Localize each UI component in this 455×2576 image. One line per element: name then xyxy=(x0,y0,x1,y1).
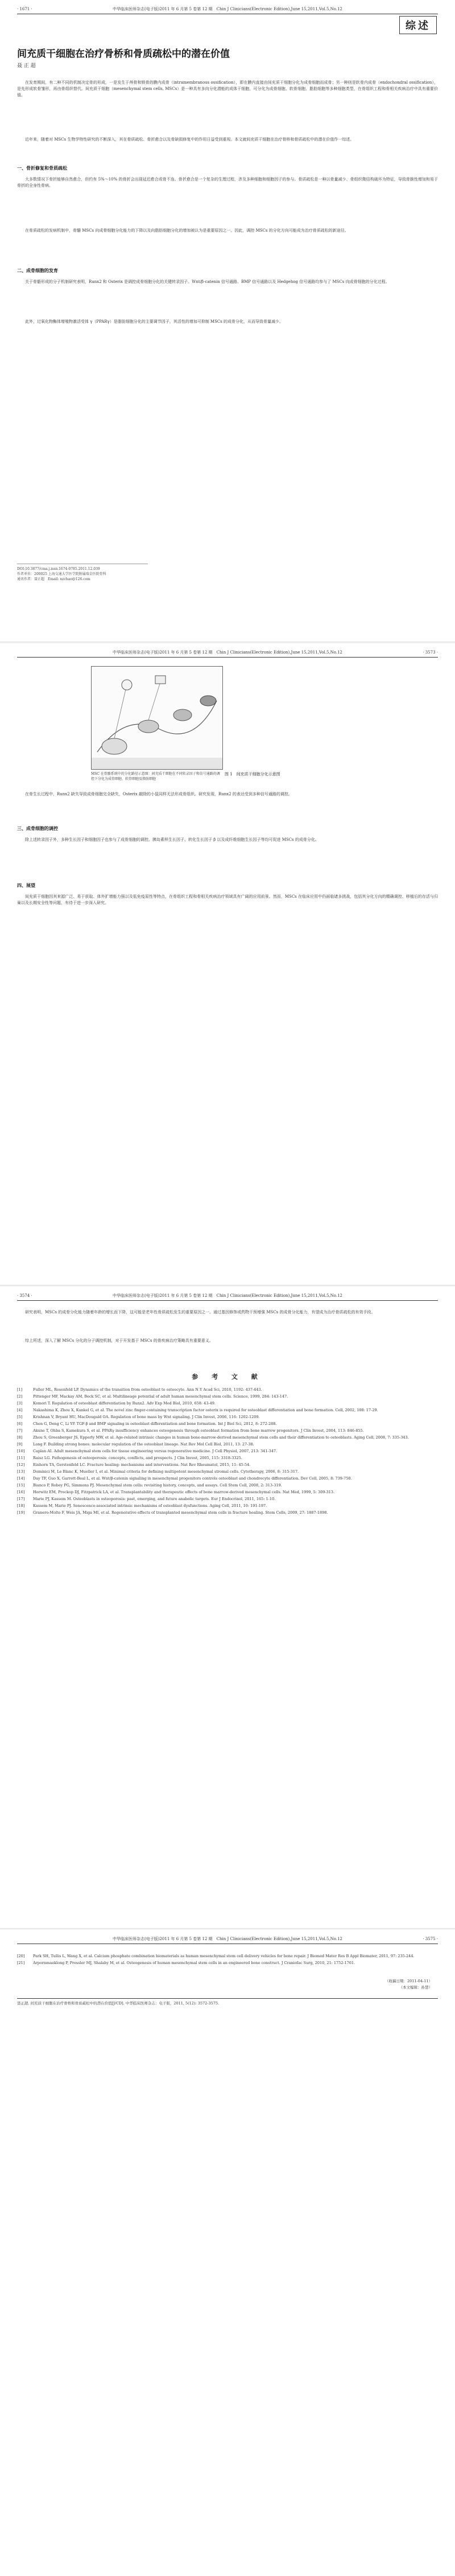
reference-list xyxy=(17,1386,438,1516)
reference-text: Raisz LG. Pathogenesis of osteoporosis: concepts, conflicts, and prospects. J Clin Invest, 2005, 115: 3318-3325. xyxy=(33,1456,242,1460)
reference-item xyxy=(17,1414,438,1420)
citation-line: 聂正超. 间充质干细胞在治疗骨桥和骨质疏松中的潜在价值[J/CD]. 中华临床医师杂志：电子版，2011, 5(12): 3572-3575. xyxy=(17,1998,438,2006)
msc-cell xyxy=(102,738,127,754)
reference-number: [21] xyxy=(17,1961,25,1965)
reference-number: [17] xyxy=(17,1497,25,1501)
reference-item xyxy=(17,1959,438,1966)
page-number: · 3575 · xyxy=(423,1937,438,1941)
reference-text: Nakashima K, Zhou X, Kunkel G, et al. The novel zinc finger-containing transcription factor osterix is required for osteoblast differentiation and bone formation. Cell, 2002, 108: 17-29. xyxy=(33,1408,378,1412)
reference-number: [5] xyxy=(17,1415,23,1419)
reference-number: [18] xyxy=(17,1503,25,1508)
reference-text: Horwitz EM, Prockop DJ, Fitzpatrick LA, et al. Transplantability and therapeutic effects of bone marrow-derived mesenchymal cells. Nat Med, 1999, 5: 309-313. xyxy=(33,1490,335,1494)
journal-header: 中华临床医师杂志(电子版)2011 年 6 月第 5 卷第 12 期 Chin J Clinicians(Electronic Edition),June 15,2011,Vol.5,No.12 xyxy=(113,1293,342,1298)
journal-header: 中华临床医师杂志(电子版)2011 年 6 月第 5 卷第 12 期 Chin J Clinicians(Electronic Edition),June 15,2011,Vol.5,No.12 xyxy=(113,1937,342,1941)
references-heading: 参 考 文 献 xyxy=(192,1373,263,1381)
figure-1-label: 图 1 间充质干细胞分化示意图 xyxy=(225,772,280,777)
reference-number: [13] xyxy=(17,1469,25,1474)
reference-item xyxy=(17,1502,438,1509)
reference-number: [2] xyxy=(17,1394,23,1399)
column-tag: 综述 xyxy=(399,16,437,34)
journal-header: 中华临床医师杂志(电子版)2011 年 6 月第 5 卷第 12 期 Chin J Clinicians(Electronic Edition),June 15,2011,Vol.5,No.12 xyxy=(113,650,342,655)
page2-paragraph-3: 间充质干细胞因其来源广泛、易于获取、体外扩增能力强以及低免疫原性等特点，在骨组织工程和骨相关疾病治疗领域具有广阔的应用前景。然而，MSCs 在临床应用中仍面临诸多挑战，包括其分化方向的精确调控、移植后的存活与归巢以及长期安全性等问题，有待于进一步深入研究。 xyxy=(17,894,438,905)
reference-text: Caplan AI. Adult mesenchymal stem cells for tissue engineering versus regenerative medicine. J Cell Physiol, 2007, 213: 341-347. xyxy=(33,1449,278,1453)
reference-item xyxy=(17,1496,438,1502)
reference-number: [16] xyxy=(17,1490,25,1494)
reference-text: Dominici M, Le Blanc K, Mueller I, et al. Minimal criteria for defining multipotent mesenchymal stromal cells. Cytotherapy, 2006, 8: 315-317. xyxy=(33,1469,299,1474)
reference-text: Pittenger MF, Mackay AM, Beck SC, et al. Multilineage potential of adult human mesenchymal stem cells. Science, 1999, 284: 143-147. xyxy=(33,1394,288,1399)
reference-item xyxy=(17,1461,438,1468)
page2-paragraph-1: 在骨生长过程中，Runx2 缺失导致成骨细胞完全缺失，Osterix 敲除的小鼠同样无法形成骨组织。研究发现，Runx2 的表达受到多种信号通路的调控。 xyxy=(25,792,292,796)
section-heading-3: 三、成骨细胞的调控 xyxy=(17,825,58,831)
reference-item xyxy=(17,1400,438,1407)
preosteoblast-cell xyxy=(173,709,192,721)
reference-text: Long F. Building strong bones: molecular regulation of the osteoblast lineage. Nat Rev Mol Cell Biol, 2011, 13: 27-38. xyxy=(33,1442,254,1447)
section2-paragraph-1: 关于骨骼形成的分子机制研究表明，Runx2 和 Osterix 是调控成骨细胞分化的关键转录因子。Wnt/β-catenin 信号通路、BMP 信号通路以及 Hedgehog 信号通路均参与了 MSCs 向成骨细胞的分化过程。 xyxy=(25,280,390,284)
reference-item xyxy=(17,1475,438,1482)
reference-number: [10] xyxy=(17,1449,25,1453)
reference-number: [20] xyxy=(17,1954,25,1958)
article-authors: 聂 正 超 xyxy=(17,63,36,69)
running-header xyxy=(17,5,438,14)
reference-text: Fuller ML, Rosenfeld LP. Dynamics of the transition from osteoblast to osteocyte. Ann N Y Acad Sci, 2010, 1192: 437-443. xyxy=(33,1387,262,1392)
reference-text: Komori T. Regulation of osteoblast differentiation by Runx2. Adv Exp Med Biol, 2010, 658: 43-49. xyxy=(33,1401,216,1406)
editor-note: （本文编辑：孙慧） xyxy=(399,1985,432,1990)
reference-text: Arpornmaeklong P, Pressler MJ, Shalaby M, et al. Osteogenesis of human mesenchymal stem cells in an engineered bone construct. J Craniofac Surg, 2010, 21: 1752-1761. xyxy=(33,1961,355,1965)
reference-number: [12] xyxy=(17,1462,25,1467)
running-header xyxy=(17,648,438,658)
intro-paragraph-1: 在发育期间，有二种不同的机制决定骨的形成，一是发生于颅骨和锁骨的膜内成骨（intramembranous ossification），即在膜内直接由间充质干细胞分化为成骨细胞而成骨；另一种则是软骨内成骨（endochondral ossification），是先形成软骨雏形，再由骨组织替代。间充质干细胞（mesenchymal stem cells, MSCs）是一种具有多向分化潜能的成体干细胞，可分化为成骨细胞、软骨细胞、脂肪细胞等多种细胞类型，在骨组织工程和骨相关疾病治疗中具有重要价值。 xyxy=(17,80,438,97)
reference-number: [3] xyxy=(17,1401,23,1406)
reference-item xyxy=(17,1448,438,1455)
reference-number: [7] xyxy=(17,1428,23,1433)
reference-item xyxy=(17,1407,438,1414)
footnote: DOI:10.3877/cma.j.issn.1674-0785.2011.12.039 作者单位：200025 上海交通大学医学院附属瑞金医院骨科 通讯作者：聂正超 Email: nzchao@126.com xyxy=(17,564,148,582)
reference-number: [6] xyxy=(17,1421,23,1426)
running-header xyxy=(17,1291,438,1301)
reference-item xyxy=(17,1393,438,1400)
reference-text: Akune T, Ohba S, Kamekura S, et al. PPARγ insufficiency enhances osteogenesis through osteoblast formation from bone marrow progenitors. J Clin Invest, 2004, 113: 846-855. xyxy=(33,1428,364,1433)
reference-text: Park SH, Tullis L, Wang X, et al. Calcium phosphate combination biomaterials as human mesenchymal stem cell delivery vehicles for bone repair. J Biomed Mater Res B Appl Biomater, 2011, 97: 235-244. xyxy=(33,1954,415,1958)
reference-number: [19] xyxy=(17,1510,25,1515)
intro-paragraph-2: 近年来，随着对 MSCs 生物学特性研究的不断深入，其在骨质疏松、骨折愈合以及骨缺损修复中的作用日益受到重视。本文就间充质干细胞在治疗骨桥和骨质疏松中的潜在价值作一综述。 xyxy=(25,137,354,142)
adipocyte-cell xyxy=(122,680,132,690)
reference-item xyxy=(17,1468,438,1475)
reference-item xyxy=(17,1489,438,1496)
page-number: · 3574 · xyxy=(17,1293,32,1298)
received-date: （收稿日期：2011-04-11） xyxy=(385,1979,432,1983)
reference-item xyxy=(17,1386,438,1393)
reference-text: Chen G, Deng C, Li YP. TGF-β and BMP signaling in osteoblast differentiation and bone formation. Int J Biol Sci, 2012, 8: 272-288. xyxy=(33,1421,277,1426)
section1-paragraph-2: 在骨质疏松的发病机制中，骨髓 MSCs 向成骨细胞分化能力的下降以及向脂肪细胞分化的增加被认为是重要原因之一。因此，调控 MSCs 的分化方向可能成为治疗骨质疏松的新途径。 xyxy=(25,228,349,233)
reference-text: Granero-Molto F, Weis JA, Miga MI, et al. Regenerative effects of transplanted mesenchymal stem cells in fracture healing. Stem Cells, 2009, 27: 1887-1898. xyxy=(33,1510,328,1515)
page3-paragraph-1: 研究表明，MSCs 的成骨分化能力随着年龄的增长而下降，这可能是老年性骨质疏松发生的重要原因之一。通过基因修饰或药物干预增强 MSCs 的成骨分化能力，有望成为治疗骨质疏松的有效手段。 xyxy=(25,1310,375,1314)
section-heading-1: 一、骨折修复和骨质疏松 xyxy=(17,165,67,171)
reference-number: [14] xyxy=(17,1476,25,1481)
reference-item xyxy=(17,1427,438,1434)
page-number: · 1671 · xyxy=(17,7,32,11)
reference-item xyxy=(17,1953,438,1959)
reference-number: [11] xyxy=(17,1456,25,1460)
page-4 xyxy=(0,1930,455,2576)
reference-text: Zhou S, Greenberger JS, Epperly MW, et al. Age-related intrinsic changes in human bone-marrow-derived mesenchymal stem cells and their differentiation to osteoblasts. Aging Cell, 2008, 7: 335-343. xyxy=(33,1435,409,1440)
reference-item xyxy=(17,1509,438,1516)
page-3 xyxy=(0,1287,455,1930)
article-title: 间充质干细胞在治疗骨桥和骨质疏松中的潜在价值 xyxy=(17,48,230,60)
reference-number: [15] xyxy=(17,1483,25,1488)
section1-paragraph-1: 大多数情况下骨折能够自然愈合，但约有 5%～10% 的骨折会出现延迟愈合或骨不连。骨折愈合是一个复杂的生理过程，涉及多种细胞和细胞因子的参与。骨质疏松是一种以骨量减少、骨组织微结构破坏为特征，导致骨脆性增加和易于骨折的全身性骨病。 xyxy=(17,177,438,188)
reference-item xyxy=(17,1441,438,1448)
reference-number: [4] xyxy=(17,1408,23,1412)
reference-text: Marie PJ, Kassem M. Osteoblasts in osteoporosis: past, emerging, and future anabolic targets. Eur J Endocrinol, 2011, 165: 1-10. xyxy=(33,1497,276,1501)
section-heading-4: 四、展望 xyxy=(17,882,35,888)
reference-list-continued xyxy=(17,1953,438,1966)
reference-number: [1] xyxy=(17,1387,23,1392)
progenitor-cell xyxy=(138,720,159,733)
page-2 xyxy=(0,643,455,1287)
page-number: · 3573 · xyxy=(423,650,438,655)
running-header xyxy=(17,1934,438,1944)
journal-header: 中华临床医师杂志(电子版)2011 年 6 月第 5 卷第 12 期 Chin J Clinicians(Electronic Edition),June 15,2011,Vol.5,No.12 xyxy=(113,7,342,11)
page2-paragraph-2: 除上述转录因子外，多种生长因子和细胞因子也参与了成骨细胞的调控。胰岛素样生长因子、转化生长因子 β 以及成纤维细胞生长因子等均可促进 MSCs 的成骨分化。 xyxy=(25,837,319,842)
reference-number: [8] xyxy=(17,1435,23,1440)
reference-item xyxy=(17,1434,438,1441)
msc-differentiation-diagram xyxy=(92,667,222,769)
reference-text: Kassem M, Marie PJ. Senescence-associated intrinsic mechanisms of osteoblast dysfunctions. Aging Cell, 2011, 10: 191-197. xyxy=(33,1503,267,1508)
section-heading-2: 二、成骨细胞的发育 xyxy=(17,268,58,273)
reference-item xyxy=(17,1455,438,1461)
reference-text: Einhorn TA, Gerstenfeld LC. Fracture healing: mechanisms and interventions. Nat Rev Rheumatol, 2015, 11: 45-54. xyxy=(33,1462,251,1467)
reference-item xyxy=(17,1482,438,1489)
reference-text: Krishnan V, Bryant HU, MacDougald OA. Regulation of bone mass by Wnt signaling. J Clin Invest, 2006, 116: 1202-1209. xyxy=(33,1415,260,1419)
chondrocyte-cell xyxy=(155,676,166,684)
figure-1-diagram xyxy=(91,666,223,770)
reference-text: Bianco P, Robey PG, Simmons PJ. Mesenchymal stem cells: revisiting history, concepts, and assays. Cell Stem Cell, 2008, 2: 313-319. xyxy=(33,1483,282,1488)
reference-text: Day TF, Guo X, Garrett-Beal L, et al. Wnt/β-catenin signaling in mesenchymal progenitors controls osteoblast and chondrocyte differentiation. Dev Cell, 2005, 8: 739-750. xyxy=(33,1476,352,1481)
reference-item xyxy=(17,1420,438,1427)
reference-number: [9] xyxy=(17,1442,23,1447)
section2-paragraph-2: 此外，过氧化物酶体增殖物激活受体 γ（PPARγ）是脂肪细胞分化的主要调节因子，其活性的增加可抑制 MSCs 的成骨分化，从而导致骨量减少。 xyxy=(25,319,284,324)
osteoblast-cell xyxy=(200,696,216,706)
page-1 xyxy=(0,0,455,643)
page3-paragraph-2: 综上所述，深入了解 MSCs 分化的分子调控机制，对于开发基于 MSCs 的骨疾病治疗策略具有重要意义。 xyxy=(25,1338,213,1343)
figure-1-caption: MSC 在骨骼系统中的分化路径示意图：间充质干细胞在不同转录因子和信号通路的调控下分化为成骨细胞、软骨细胞及脂肪细胞 xyxy=(91,772,220,781)
bone-matrix xyxy=(92,758,222,769)
